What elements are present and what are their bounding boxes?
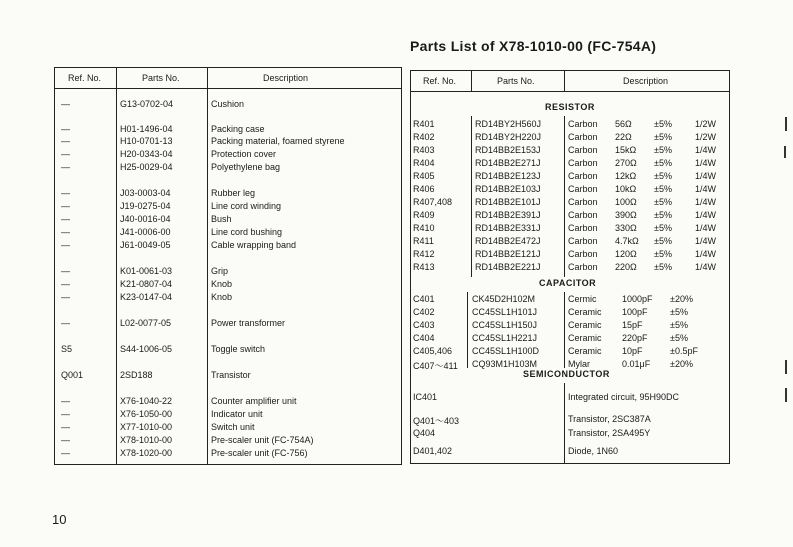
value: 1000pF [622, 294, 653, 304]
tolerance: ±5% [654, 171, 672, 181]
description: Line cord winding [211, 201, 282, 211]
ref-no: — [61, 435, 70, 445]
ref-no: — [61, 227, 70, 237]
ref-no: C401 [413, 294, 435, 304]
header-part: Parts No. [497, 76, 535, 86]
parts-no: CQ93M1H103M [472, 359, 538, 369]
parts-no: X78-1010-00 [120, 435, 173, 445]
ref-no: Q401～403 [413, 416, 460, 426]
type: Cermic [568, 294, 597, 304]
rating: 1/4W [695, 249, 717, 259]
header-part: Parts No. [142, 73, 180, 83]
ref-no: C403 [413, 320, 435, 330]
ref-no: — [61, 214, 70, 224]
type: Carbon [568, 197, 598, 207]
tolerance: ±5% [670, 333, 688, 343]
parts-no: RD14BB2E391J [475, 210, 541, 220]
type: Carbon [568, 210, 598, 220]
value: 4.7kΩ [615, 236, 639, 246]
parts-no: X76-1050-00 [120, 409, 173, 419]
ref-no: — [61, 201, 70, 211]
tolerance: ±5% [654, 158, 672, 168]
type: Ceramic [568, 307, 602, 317]
type: Carbon [568, 249, 598, 259]
ref-no: R406 [413, 184, 435, 194]
scan-mark [785, 117, 787, 131]
description: Transistor, 2SA495Y [568, 428, 651, 438]
rating: 1/2W [695, 119, 717, 129]
ref-no: R412 [413, 249, 435, 259]
type: Mylar [568, 359, 590, 369]
parts-no: K23-0147-04 [120, 292, 173, 302]
value: 220Ω [615, 262, 637, 272]
rating: 1/4W [695, 236, 717, 246]
value: 100pF [622, 307, 648, 317]
description: Pre-scaler unit (FC-756) [211, 448, 308, 458]
parts-no: CC45SL1H100D [472, 346, 540, 356]
value: 56Ω [615, 119, 632, 129]
rating: 1/4W [695, 158, 717, 168]
header-desc: Description [623, 76, 669, 86]
ref-no: C405,406 [413, 346, 453, 356]
type: Carbon [568, 262, 598, 272]
ref-no: R403 [413, 145, 435, 155]
description: Polyethylene bag [211, 162, 281, 172]
value: 390Ω [615, 210, 637, 220]
type: Carbon [568, 184, 598, 194]
type: Ceramic [568, 346, 602, 356]
ref-no: D401,402 [413, 446, 453, 456]
ref-no: — [61, 136, 70, 146]
ref-no: — [61, 240, 70, 250]
description: Knob [211, 279, 233, 289]
value: 12kΩ [615, 171, 637, 181]
parts-no: RD14BB2E331J [475, 223, 541, 233]
tolerance: ±5% [654, 210, 672, 220]
rating: 1/4W [695, 184, 717, 194]
description: Counter amplifier unit [211, 396, 297, 406]
parts-no: J19-0275-04 [120, 201, 171, 211]
ref-no: C407～411 [413, 361, 458, 371]
description: Pre-scaler unit (FC-754A) [211, 435, 314, 445]
value: 220pF [622, 333, 648, 343]
parts-no: RD14BB2E123J [475, 171, 541, 181]
ref-no: C404 [413, 333, 435, 343]
parts-no: H01-1496-04 [120, 124, 173, 134]
parts-no: RD14BY2H220J [475, 132, 542, 142]
parts-no: H25-0029-04 [120, 162, 173, 172]
description: Rubber leg [211, 188, 256, 198]
tolerance: ±0.5pF [670, 346, 698, 356]
parts-no: CC45SL1H221J [472, 333, 538, 343]
tolerance: ±5% [670, 307, 688, 317]
ref-no: R410 [413, 223, 435, 233]
rating: 1/4W [695, 210, 717, 220]
description: Transistor, 2SC387A [568, 414, 651, 424]
tolerance: ±5% [654, 119, 672, 129]
value: 10pF [622, 346, 643, 356]
parts-no: RD14BB2E221J [475, 262, 541, 272]
ref-no: R405 [413, 171, 435, 181]
description: Bush [211, 214, 232, 224]
type: Carbon [568, 132, 598, 142]
type: Carbon [568, 223, 598, 233]
ref-no: — [61, 188, 70, 198]
type: Ceramic [568, 333, 602, 343]
description: Line cord bushing [211, 227, 283, 237]
tolerance: ±5% [654, 223, 672, 233]
value: 15kΩ [615, 145, 637, 155]
ref-no: R404 [413, 158, 435, 168]
left-parts-table [54, 67, 402, 465]
parts-no: CK45D2H102M [472, 294, 536, 304]
tolerance: ±5% [654, 184, 672, 194]
ref-no: — [61, 124, 70, 134]
description: Power transformer [211, 318, 286, 328]
description: Cable wrapping band [211, 240, 297, 250]
parts-no: K01-0061-03 [120, 266, 173, 276]
description: Knob [211, 292, 233, 302]
description: Indicator unit [211, 409, 263, 419]
ref-no: — [61, 99, 70, 109]
description: Protection cover [211, 149, 277, 159]
value: 10kΩ [615, 184, 637, 194]
header-ref: Ref. No. [423, 76, 457, 86]
ref-no: — [61, 318, 70, 328]
parts-no: L02-0077-05 [120, 318, 172, 328]
parts-no: J40-0016-04 [120, 214, 171, 224]
type: Carbon [568, 236, 598, 246]
tolerance: ±20% [670, 359, 693, 369]
parts-no: RD14BB2E271J [475, 158, 541, 168]
ref-no: R401 [413, 119, 435, 129]
description: Grip [211, 266, 229, 276]
value: 0.01μF [622, 359, 651, 369]
ref-no: R402 [413, 132, 435, 142]
description: Packing case [211, 124, 265, 134]
scan-mark [785, 388, 787, 402]
ref-no: S5 [61, 344, 73, 354]
value: 330Ω [615, 223, 637, 233]
header-desc: Description [263, 73, 309, 83]
value: 270Ω [615, 158, 637, 168]
ref-no: — [61, 422, 70, 432]
ref-no: — [61, 162, 70, 172]
tolerance: ±20% [670, 294, 693, 304]
parts-no: J61-0049-05 [120, 240, 171, 250]
parts-no: G13-0702-04 [120, 99, 174, 109]
section-resistor: RESISTOR [545, 102, 595, 112]
ref-no: — [61, 292, 70, 302]
ref-no: Q404 [413, 428, 436, 438]
description: Packing material, foamed styrene [211, 136, 345, 146]
tolerance: ±5% [654, 145, 672, 155]
ref-no: — [61, 409, 70, 419]
tolerance: ±5% [670, 320, 688, 330]
ref-no: Q001 [61, 370, 84, 380]
scan-mark [785, 360, 787, 374]
ref-no: R411 [413, 236, 434, 246]
parts-no: H20-0343-04 [120, 149, 173, 159]
right-parts-table [410, 70, 730, 464]
scan-mark [784, 146, 786, 158]
type: Ceramic [568, 320, 602, 330]
ref-no: — [61, 279, 70, 289]
description: Transistor [211, 370, 251, 380]
rating: 1/4W [695, 171, 717, 181]
section-capacitor: CAPACITOR [539, 278, 597, 288]
page-title: Parts List of X78-1010-00 (FC-754A) [410, 38, 657, 54]
parts-no: X78-1020-00 [120, 448, 173, 458]
rating: 1/4W [695, 197, 717, 207]
description: Toggle switch [211, 344, 266, 354]
parts-no: CC45SL1H101J [472, 307, 538, 317]
value: 22Ω [615, 132, 632, 142]
parts-no: S44-1006-05 [120, 344, 173, 354]
parts-no: RD14BB2E472J [475, 236, 541, 246]
type: Carbon [568, 158, 598, 168]
rating: 1/4W [695, 145, 717, 155]
tolerance: ±5% [654, 197, 672, 207]
ref-no: — [61, 149, 70, 159]
parts-no: K21-0807-04 [120, 279, 173, 289]
parts-no: CC45SL1H150J [472, 320, 538, 330]
parts-no: X76-1040-22 [120, 396, 173, 406]
parts-no: J03-0003-04 [120, 188, 171, 198]
parts-no: H10-0701-13 [120, 136, 173, 146]
parts-no: RD14BB2E121J [475, 249, 541, 259]
section-semiconductor: SEMICONDUCTOR [523, 369, 610, 379]
ref-no: C402 [413, 307, 435, 317]
type: Carbon [568, 119, 598, 129]
tolerance: ±5% [654, 262, 672, 272]
parts-no: RD14BB2E153J [475, 145, 541, 155]
parts-no: RD14BB2E103J [475, 184, 541, 194]
type: Carbon [568, 145, 598, 155]
tolerance: ±5% [654, 132, 672, 142]
parts-no: RD14BY2H560J [475, 119, 542, 129]
ref-no: — [61, 396, 70, 406]
rating: 1/2W [695, 132, 717, 142]
rating: 1/4W [695, 223, 717, 233]
tolerance: ±5% [654, 249, 672, 259]
ref-no: IC401 [413, 392, 438, 402]
parts-no: 2SD188 [120, 370, 153, 380]
page-number: 10 [52, 512, 67, 527]
value: 15pF [622, 320, 643, 330]
ref-no: R413 [413, 262, 435, 272]
type: Carbon [568, 171, 598, 181]
tolerance: ±5% [654, 236, 672, 246]
rating: 1/4W [695, 262, 717, 272]
description: Cushion [211, 99, 245, 109]
ref-no: — [61, 448, 70, 458]
parts-no: RD14BB2E101J [475, 197, 541, 207]
description: Integrated circuit, 95H90DC [568, 392, 680, 402]
right-table-header [411, 71, 729, 92]
ref-no: R409 [413, 210, 435, 220]
header-ref: Ref. No. [68, 73, 102, 83]
ref-no: — [61, 266, 70, 276]
parts-no: X77-1010-00 [120, 422, 173, 432]
ref-no: R407,408 [413, 197, 453, 207]
description: Switch unit [211, 422, 255, 432]
value: 120Ω [615, 249, 637, 259]
parts-no: J41-0006-00 [120, 227, 171, 237]
left-table-header [55, 68, 401, 89]
description: Diode, 1N60 [568, 446, 619, 456]
value: 100Ω [615, 197, 637, 207]
